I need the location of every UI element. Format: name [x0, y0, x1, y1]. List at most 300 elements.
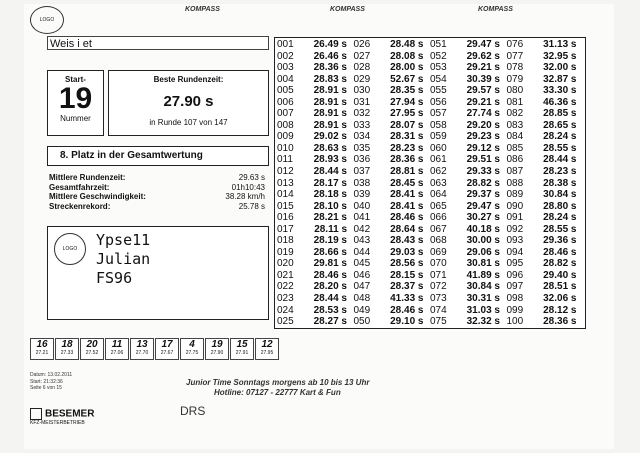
history-cell: [80, 338, 104, 360]
best-lap-value: 27.90 s: [163, 93, 214, 110]
lap-number: 047: [353, 281, 371, 293]
lap-number: 017: [277, 223, 294, 235]
lap-time: 28.93 s: [313, 154, 347, 166]
lap-time: 28.44 s: [313, 166, 347, 178]
lap-number: 059: [430, 131, 447, 143]
lap-time: 32.87 s: [543, 73, 577, 85]
lap-column: [354, 39, 431, 327]
lap-number: 018: [277, 235, 294, 247]
lap-time: 29.62 s: [466, 50, 500, 62]
lap-time: 28.63 s: [313, 142, 347, 154]
lap-number: 097: [506, 281, 524, 293]
lap-time: 32.32 s: [466, 316, 500, 328]
lap-row: [430, 258, 507, 270]
start-number-box: [47, 70, 104, 136]
lap-time: 28.44 s: [543, 154, 577, 166]
lap-row: [354, 305, 431, 317]
lap-time: 28.91 s: [313, 85, 347, 97]
lap-row: [354, 108, 431, 120]
advert-line: Junior Time Sonntags morgens ab 10 bis 13 Uhr: [186, 378, 370, 387]
lap-time: 27.74 s: [466, 108, 500, 120]
lap-number: 085: [506, 142, 524, 154]
lap-time: 29.03 s: [390, 246, 424, 258]
lap-number: 043: [353, 235, 371, 247]
lap-time: 28.41 s: [390, 189, 424, 201]
lap-time: 28.00 s: [390, 62, 424, 74]
lap-row: [354, 143, 431, 155]
lap-number: 020: [277, 258, 294, 270]
history-time: 27.67: [160, 350, 174, 356]
lap-row: [507, 281, 584, 293]
lap-time: 28.43 s: [390, 235, 424, 247]
history-start-number: 16: [36, 339, 48, 350]
lap-row: [507, 120, 584, 132]
lap-row: [430, 154, 507, 166]
lap-time: 28.36 s: [543, 316, 577, 328]
lap-number: 014: [277, 189, 294, 201]
lap-row: [277, 258, 354, 270]
lap-row: [430, 224, 507, 236]
lap-time: 31.13 s: [543, 39, 577, 50]
lap-time: 28.81 s: [390, 166, 424, 178]
lap-time: 52.67 s: [390, 73, 424, 85]
lap-row: [507, 247, 584, 259]
lap-time: 28.85 s: [543, 108, 577, 120]
lap-time: 28.64 s: [390, 223, 424, 235]
lap-time: 28.37 s: [390, 281, 424, 293]
history-cell: [255, 338, 279, 360]
lap-number: 075: [430, 316, 447, 328]
history-start-number: 13: [136, 339, 148, 350]
lap-row: [507, 39, 584, 51]
lap-times-table: [274, 37, 586, 329]
lap-time: 28.82 s: [543, 258, 577, 270]
history-time: 27.91: [235, 350, 249, 356]
lap-number: 016: [277, 212, 294, 224]
lap-time: 28.46 s: [313, 269, 347, 281]
history-cell: [105, 338, 129, 360]
lap-number: 069: [430, 246, 447, 258]
lap-row: [430, 189, 507, 201]
lap-row: [354, 178, 431, 190]
lap-column: [430, 39, 507, 327]
lap-number: 068: [430, 235, 447, 247]
lap-time: 29.23 s: [466, 131, 500, 143]
stat-value: 01h10:43: [231, 182, 265, 192]
footer-page: Seite 6 von 15: [30, 385, 62, 391]
lap-time: 32.06 s: [543, 293, 577, 305]
lap-time: 28.17 s: [313, 177, 347, 189]
lap-time: 28.41 s: [390, 200, 424, 212]
lap-time: 28.38 s: [543, 177, 577, 189]
lap-row: [354, 235, 431, 247]
history-start-number: 15: [236, 339, 248, 350]
lap-row: [277, 62, 354, 74]
lap-number: 025: [277, 316, 294, 328]
lap-row: [354, 293, 431, 305]
lap-number: 031: [353, 96, 371, 108]
lap-row: [354, 189, 431, 201]
lap-number: 004: [277, 73, 294, 85]
lap-time: 28.91 s: [313, 119, 347, 131]
lap-time: 28.46 s: [390, 212, 424, 224]
lap-time: 28.55 s: [543, 142, 577, 154]
brand-label: KOMPASS: [330, 6, 365, 13]
lap-number: 024: [277, 304, 294, 316]
rank-box: 8. Platz in der Gesamtwertung: [47, 146, 269, 166]
lap-time: 28.15 s: [390, 269, 424, 281]
lap-row: [277, 74, 354, 86]
lap-row: [430, 201, 507, 213]
history-time: 27.95: [260, 350, 274, 356]
best-lap-box: [108, 70, 269, 136]
sponsor-sub: KFZ-MEISTERBETRIEB: [30, 420, 85, 426]
lap-row: [354, 212, 431, 224]
footer-info: [30, 372, 72, 392]
lap-number: 100: [506, 316, 524, 328]
lap-time: 28.36 s: [313, 62, 347, 74]
lap-time: 28.91 s: [313, 108, 347, 120]
lap-row: [277, 154, 354, 166]
lap-row: [430, 316, 507, 328]
lap-time: 28.80 s: [543, 200, 577, 212]
lap-time: 30.84 s: [543, 189, 577, 201]
lap-time: 32.00 s: [543, 62, 577, 74]
lap-row: [430, 97, 507, 109]
lap-row: [354, 39, 431, 51]
lap-number: 033: [353, 119, 371, 131]
lap-row: [430, 62, 507, 74]
lap-number: 002: [277, 50, 294, 62]
lap-time: 28.11 s: [314, 223, 347, 235]
lap-number: 057: [430, 108, 447, 120]
lap-row: [277, 51, 354, 63]
lap-row: [277, 189, 354, 201]
lap-row: [507, 293, 584, 305]
lap-time: 29.40 s: [543, 269, 577, 281]
lap-row: [277, 39, 354, 51]
lap-number: 099: [506, 304, 524, 316]
lap-time: 30.39 s: [466, 73, 500, 85]
lap-number: 021: [277, 269, 294, 281]
stat-row: [49, 202, 265, 212]
lap-time: 28.24 s: [543, 212, 577, 224]
lap-number: 005: [277, 85, 294, 97]
lap-row: [354, 201, 431, 213]
start-number: 19: [58, 82, 93, 115]
lap-time: 41.33 s: [390, 293, 424, 305]
lap-time: 28.19 s: [313, 235, 347, 247]
lap-time: 29.36 s: [543, 235, 577, 247]
lap-row: [277, 224, 354, 236]
driver-name: [96, 231, 150, 288]
driver-line: FS96: [96, 269, 133, 287]
lap-time: 28.48 s: [390, 39, 424, 50]
lap-time: 29.21 s: [466, 62, 500, 74]
lap-row: [277, 247, 354, 259]
lap-time: 28.10 s: [313, 200, 347, 212]
lap-time: 28.83 s: [313, 73, 347, 85]
lap-time: 28.82 s: [466, 177, 500, 189]
lap-number: 070: [430, 258, 447, 270]
stat-value: 38.28 km/h: [225, 192, 265, 201]
lap-number: 001: [277, 39, 294, 50]
footer-date: Datum: 13.02.2011: [30, 372, 73, 378]
lap-row: [507, 235, 584, 247]
lap-time: 28.23 s: [390, 142, 424, 154]
lap-number: 080: [506, 85, 524, 97]
lap-number: 094: [506, 246, 524, 258]
lap-number: 044: [353, 246, 371, 258]
best-lap-sublabel: in Runde 107 von 147: [149, 118, 228, 127]
lap-time: 28.65 s: [543, 119, 577, 131]
stat-label: Gesamtfahrzeit:: [49, 182, 110, 192]
history-cell: [205, 338, 229, 360]
lap-time: 33.30 s: [543, 85, 577, 97]
lap-row: [507, 85, 584, 97]
drs-logo: DRS: [180, 404, 206, 418]
history-cell: [55, 338, 79, 360]
stat-row: [49, 192, 265, 202]
lap-number: 010: [277, 142, 294, 154]
advert-line: Hotline: 07127 - 22777 Kart & Fun: [214, 388, 341, 397]
lap-row: [507, 131, 584, 143]
lap-time: 28.35 s: [390, 85, 424, 97]
lap-row: [507, 74, 584, 86]
lap-number: 091: [506, 212, 524, 224]
history-cell: [30, 338, 54, 360]
lap-row: [430, 51, 507, 63]
stat-value: 25.78 s: [238, 201, 265, 211]
lap-row: [430, 74, 507, 86]
lap-number: 076: [506, 39, 524, 50]
history-start-number: 4: [189, 339, 195, 350]
lap-row: [430, 131, 507, 143]
history-time: 27.21: [35, 350, 49, 356]
lap-number: 009: [277, 131, 294, 143]
stat-row: [49, 173, 265, 183]
lap-number: 035: [353, 142, 371, 154]
lap-number: 074: [430, 304, 447, 316]
lap-row: [277, 316, 354, 328]
stat-label: Mittlere Rundenzeit:: [49, 173, 126, 182]
best-lap-history: [30, 338, 280, 360]
lap-number: 063: [430, 177, 447, 189]
lap-row: [430, 293, 507, 305]
lap-row: [430, 108, 507, 120]
lap-row: [354, 166, 431, 178]
lap-row: [507, 224, 584, 236]
lap-time: 30.27 s: [466, 212, 500, 224]
lap-row: [354, 281, 431, 293]
lap-time: 30.84 s: [466, 281, 500, 293]
sponsor-logo: [30, 408, 94, 426]
lap-row: [430, 143, 507, 155]
lap-time: 28.31 s: [390, 131, 424, 143]
lap-time: 30.00 s: [466, 235, 500, 247]
lap-time: 27.95 s: [390, 108, 424, 120]
lap-time: 28.21 s: [313, 212, 347, 224]
lap-row: [354, 224, 431, 236]
lap-time: 28.20 s: [313, 281, 347, 293]
lap-row: [430, 120, 507, 132]
lap-time: 28.55 s: [543, 223, 577, 235]
lap-number: 072: [430, 281, 447, 293]
lap-row: [430, 281, 507, 293]
history-start-number: 12: [261, 339, 273, 350]
start-label: Start-: [65, 75, 86, 84]
lap-number: 011: [277, 154, 293, 166]
lap-time: 29.12 s: [466, 142, 500, 154]
lap-number: 052: [430, 50, 447, 62]
lap-number: 064: [430, 189, 447, 201]
lap-row: [277, 97, 354, 109]
lap-number: 012: [277, 166, 294, 178]
lap-row: [277, 131, 354, 143]
lap-row: [507, 143, 584, 155]
lap-number: 058: [430, 119, 447, 131]
lap-row: [507, 166, 584, 178]
lap-row: [354, 97, 431, 109]
lap-number: 054: [430, 73, 447, 85]
brand-label: KOMPASS: [478, 6, 513, 13]
lap-number: 083: [506, 119, 524, 131]
lap-time: 27.94 s: [390, 96, 424, 108]
history-time: 27.90: [210, 350, 224, 356]
history-time: 27.06: [110, 350, 124, 356]
stat-value: 29.63 s: [238, 173, 265, 182]
sponsor-icon: [30, 408, 42, 420]
track-logo-icon: LOGO: [54, 233, 86, 265]
lap-number: 073: [430, 293, 447, 305]
lap-row: [277, 235, 354, 247]
lap-row: [354, 85, 431, 97]
lap-time: 28.53 s: [313, 304, 347, 316]
footer-start: Start: 21:32:36: [30, 378, 63, 385]
lap-row: [430, 270, 507, 282]
lap-number: 045: [353, 258, 371, 270]
history-cell: [230, 338, 254, 360]
history-start-number: 17: [161, 339, 173, 350]
lap-time: 28.44 s: [313, 293, 347, 305]
lap-row: [430, 247, 507, 259]
lap-number: 046: [353, 269, 371, 281]
lap-row: [354, 316, 431, 328]
history-cell: [130, 338, 154, 360]
lap-number: 093: [506, 235, 524, 247]
lap-number: 089: [506, 189, 524, 201]
lap-time: 29.57 s: [466, 85, 500, 97]
lap-time: 28.23 s: [543, 166, 577, 178]
lap-time: 32.95 s: [543, 50, 577, 62]
history-time: 27.52: [85, 350, 99, 356]
lap-row: [430, 212, 507, 224]
history-time: 27.33: [60, 350, 74, 356]
lap-number: 084: [506, 131, 524, 143]
lap-row: [277, 85, 354, 97]
lap-time: 28.66 s: [313, 246, 347, 258]
lap-number: 037: [353, 166, 371, 178]
lap-time: 30.31 s: [466, 293, 500, 305]
lap-number: 023: [277, 293, 294, 305]
best-lap-label: Beste Rundenzeit:: [153, 75, 224, 84]
lap-row: [507, 201, 584, 213]
lap-row: [430, 235, 507, 247]
lap-number: 006: [277, 96, 294, 108]
history-cell: [155, 338, 179, 360]
lap-number: 029: [353, 73, 371, 85]
lap-number: 095: [506, 258, 524, 270]
sponsor-name: BESEMER: [45, 408, 95, 420]
lap-time: 31.03 s: [466, 304, 500, 316]
page-title: Weis i et: [47, 36, 269, 50]
lap-number: 051: [430, 39, 447, 50]
lap-number: 067: [430, 223, 447, 235]
lap-number: 008: [277, 119, 294, 131]
lap-number: 088: [506, 177, 524, 189]
lap-number: 060: [430, 142, 447, 154]
lap-time: 28.18 s: [313, 189, 347, 201]
lap-number: 015: [277, 200, 294, 212]
lap-row: [507, 258, 584, 270]
lap-time: 29.81 s: [313, 258, 347, 270]
lap-time: 29.20 s: [466, 119, 500, 131]
lap-row: [430, 166, 507, 178]
lap-number: 086: [506, 154, 524, 166]
lap-row: [277, 143, 354, 155]
driver-line: Ypse11: [96, 231, 151, 249]
lap-row: [507, 178, 584, 190]
lap-row: [354, 62, 431, 74]
lap-time: 26.46 s: [313, 50, 347, 62]
lap-number: 087: [506, 166, 524, 178]
lap-number: 040: [353, 200, 371, 212]
lap-time: 29.47 s: [466, 39, 500, 50]
driver-box: [47, 226, 269, 320]
lap-row: [277, 201, 354, 213]
lap-number: 041: [353, 212, 371, 224]
history-time: 27.70: [135, 350, 149, 356]
lap-number: 096: [506, 269, 524, 281]
lap-number: 030: [353, 85, 371, 97]
lap-number: 066: [430, 212, 447, 224]
lap-row: [507, 212, 584, 224]
lap-number: 077: [506, 50, 524, 62]
lap-number: 036: [353, 154, 371, 166]
lap-time: 28.91 s: [313, 96, 347, 108]
lap-number: 079: [506, 73, 524, 85]
lap-row: [354, 247, 431, 259]
stat-label: Streckenrekord:: [49, 201, 111, 211]
lap-time: 29.33 s: [466, 166, 500, 178]
lap-column: [507, 39, 584, 327]
lap-time: 28.07 s: [390, 119, 424, 131]
lap-number: 061: [430, 154, 447, 166]
history-start-number: 18: [61, 339, 73, 350]
lap-row: [354, 74, 431, 86]
lap-row: [354, 51, 431, 63]
lap-number: 098: [506, 293, 524, 305]
brand-label: KOMPASS: [185, 6, 220, 13]
lap-number: 022: [277, 281, 294, 293]
lap-time: 29.06 s: [466, 246, 500, 258]
lap-time: 28.45 s: [390, 177, 424, 189]
lap-number: 042: [353, 223, 371, 235]
start-sublabel: Nummer: [60, 114, 91, 123]
lap-row: [354, 154, 431, 166]
lap-time: 28.12 s: [543, 304, 577, 316]
lap-number: 056: [430, 96, 447, 108]
